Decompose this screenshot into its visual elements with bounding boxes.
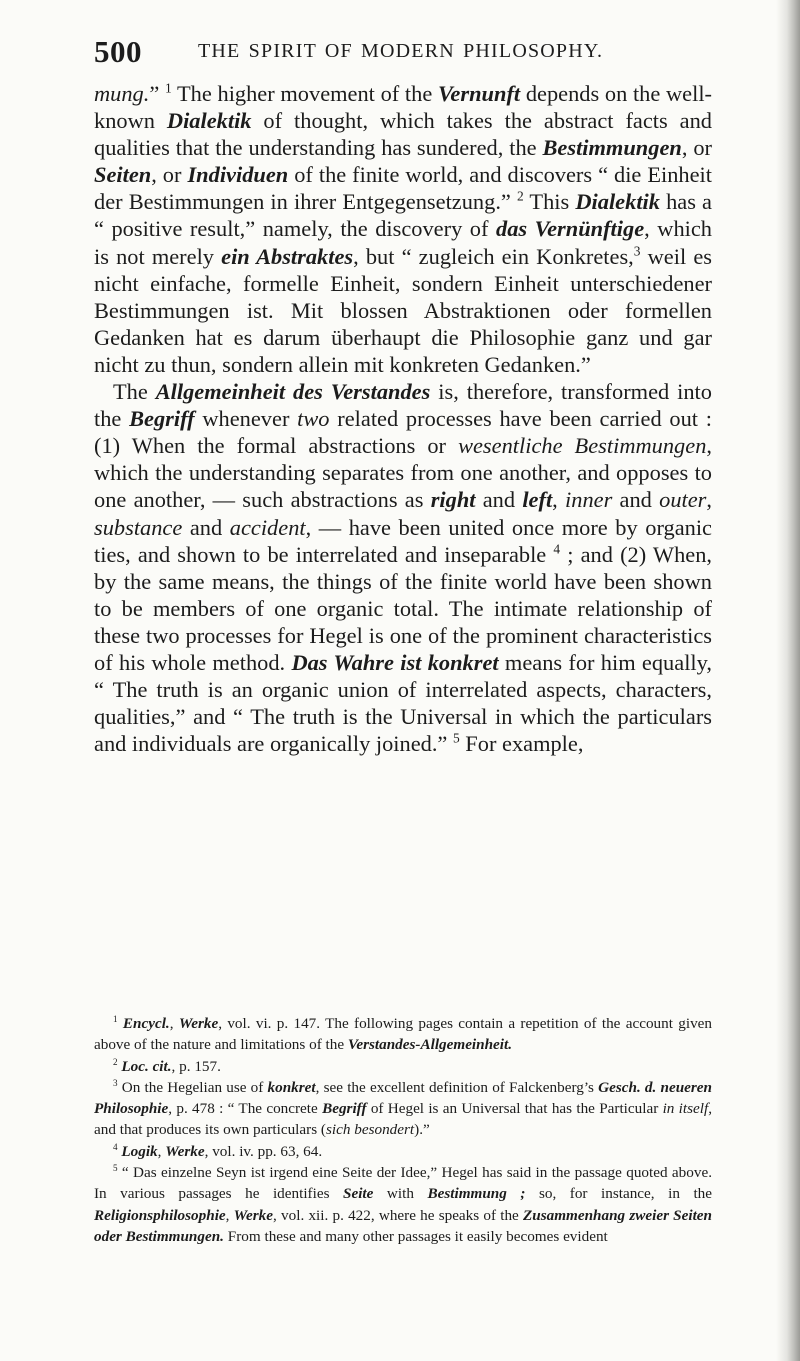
- text-italic: Religionsphilosophie: [94, 1206, 226, 1224]
- footnote-ref-3: 3: [633, 242, 641, 258]
- text-span: The higher movement of the: [171, 81, 438, 106]
- text-span: of thought, which takes the abstract facts and qualities that the understanding has sundered, the: [94, 108, 712, 161]
- text-span: , vol. iv. pp. 63, 64.: [204, 1142, 323, 1160]
- text-span: “ Das einzelne Seyn ist irgend eine Seite der Idee,” Hegel has said in the passage quoted above. In various passages he identifies: [94, 1164, 712, 1203]
- text-span: From these and many other passages it easily becomes evident: [223, 1227, 608, 1245]
- text-italic: Seite: [343, 1185, 374, 1203]
- text-span: ,: [169, 1015, 179, 1032]
- term-substance: substance: [94, 514, 183, 540]
- text-italic: Bestimmung ;: [427, 1185, 526, 1203]
- term-accident: accident: [229, 514, 306, 540]
- text-span: ,: [157, 1142, 166, 1160]
- term-seiten: Seiten: [94, 162, 152, 188]
- page-edge-shadow: [776, 0, 800, 1361]
- footnote-mark: 3: [113, 1077, 118, 1088]
- text-italic: Loc. cit.: [121, 1057, 172, 1075]
- text-span: of Hegel is an Universal that has the Particular: [366, 1100, 663, 1118]
- text-span: , vol. vi. p. 147. The following pages contain a repetition of the account given above of the nature and limitations of the: [94, 1015, 713, 1054]
- text-span: depends on the well-known: [94, 81, 713, 134]
- term-outer: outer: [659, 487, 707, 513]
- term-das-vernunftige: das Vernünftige: [496, 216, 645, 242]
- footnote-ref-5: 5: [452, 730, 460, 746]
- text-span: For example,: [459, 731, 584, 757]
- text-span: ,: [552, 487, 566, 513]
- page-header: [94, 34, 712, 74]
- text-span: so, for instance, in the: [525, 1185, 712, 1203]
- text-span: , — have been united once more by organic ties, and shown to be interrelated and inseparable: [94, 514, 712, 567]
- text-span: , p. 478 : “ The concrete: [168, 1100, 323, 1118]
- text-span: is, therefore, transformed into the: [94, 379, 712, 432]
- text-span: ; and (2) When, by the same means, the things of the finite world have been shown to be members of one organic total. The intimate relationship of these two processes for Hegel is one of the prominent characteristics of his whole method.: [94, 541, 712, 675]
- term-right: right: [430, 487, 476, 513]
- term-ein-abstraktes: ein Abstraktes: [221, 243, 354, 269]
- text-italic: Verstandes-Allgemeinheit.: [347, 1036, 513, 1054]
- footnote-5: [94, 1162, 712, 1247]
- body-text: [94, 80, 712, 757]
- text-span: whenever: [194, 406, 298, 432]
- text-span: with: [373, 1185, 428, 1203]
- footnote-ref-4: 4: [553, 540, 561, 556]
- text-span: ,: [706, 487, 712, 513]
- text-italic: Werke: [165, 1142, 205, 1160]
- text-span: , see the excellent definition of Falckenberg’s: [315, 1078, 599, 1096]
- text-span: has a “ positive result,” namely, the discovery of: [94, 189, 712, 242]
- footnote-mark: 1: [113, 1014, 118, 1025]
- text-span: , or: [681, 135, 712, 161]
- text-span: and: [475, 487, 523, 513]
- text-italic: sich besondert: [325, 1121, 415, 1139]
- text-italic: mung.: [94, 81, 150, 106]
- text-span: and: [182, 514, 230, 540]
- text-span: , but “ zugleich ein Konkretes,: [353, 243, 634, 269]
- term-wesentliche-bestimmungen: wesentliche Bestimmungen: [458, 433, 707, 459]
- text-span: This: [523, 189, 576, 215]
- paragraph: [94, 378, 712, 757]
- footnote-mark: 2: [113, 1056, 118, 1067]
- footnote-4: [94, 1141, 712, 1162]
- footnote-1: [94, 1013, 712, 1056]
- term-allgemeinheit: Allgemeinheit des Verstandes: [155, 379, 431, 405]
- term-dialektik: Dialektik: [575, 189, 660, 215]
- term-inner: inner: [565, 487, 613, 513]
- text-span: , vol. xii. p. 422, where he speaks of the: [273, 1206, 523, 1224]
- footnote-2: [94, 1056, 712, 1077]
- text-italic: Begriff: [322, 1100, 367, 1118]
- text-italic: in itself: [662, 1100, 709, 1118]
- text-span: On the Hegelian use of: [117, 1078, 268, 1096]
- term-begriff: Begriff: [129, 406, 195, 432]
- text-italic: Gesch. d. neueren Philosophie: [94, 1078, 712, 1118]
- text-span: , which the understanding separates from one another, and opposes to one another, — such abstractions as: [94, 433, 712, 513]
- text-span: ).”: [414, 1121, 430, 1139]
- term-individuen: Individuen: [187, 162, 289, 188]
- text-span: weil es nicht einfache, formelle Einheit, sondern Einheit unterschiedener Bestimmungen ist. Mit blossen Abstraktionen oder formellen Gedanken hat es darum überhaupt die Philosophie ganz und gar nicht zu thun, sondern allein mit konkreten Gedanken.”: [94, 243, 712, 377]
- text-span: , which is not merely: [94, 216, 712, 269]
- footnote-ref-1: 1: [165, 80, 172, 96]
- text-span: , or: [151, 162, 188, 188]
- text-span: ,: [225, 1206, 234, 1224]
- text-span: The: [113, 379, 156, 405]
- text-span: ”: [149, 81, 165, 106]
- footnote-3: [94, 1077, 712, 1141]
- text-span: means for him equally, “ The truth is an organic union of interrelated aspects, characters, qualities,” and “ The truth is the Universal in which the particulars and individuals are organically joined.”: [94, 649, 712, 757]
- text-italic: Zusammenhang zweier Seiten oder Bestimmungen.: [94, 1206, 712, 1245]
- text-span: and: [612, 487, 660, 513]
- term-das-wahre-ist-konkret: Das Wahre ist konkret: [291, 649, 499, 675]
- text-italic: Werke: [233, 1206, 274, 1224]
- text-span: , and that produces its own particulars (: [94, 1100, 713, 1139]
- paragraph: [94, 80, 712, 378]
- term-bestimmungen: Bestimmungen: [542, 135, 682, 161]
- footnote-mark: 5: [113, 1163, 118, 1174]
- term-dialektik: Dialektik: [166, 108, 252, 134]
- term-vernunft: Vernunft: [437, 81, 521, 106]
- text-italic: konkret: [267, 1078, 316, 1096]
- text-span: of the finite world, and discovers “ die Einheit der Bestimmungen in ihrer Entgegensetzung.”: [94, 162, 713, 215]
- text-italic: Encycl.: [122, 1015, 170, 1032]
- term-left: left: [522, 487, 553, 513]
- footnote-mark: 4: [113, 1141, 118, 1152]
- footnotes: [94, 1013, 712, 1247]
- text-italic: Logik: [121, 1142, 158, 1160]
- running-head: THE SPIRIT OF MODERN PHILOSOPHY.: [198, 40, 604, 62]
- text-span: , p. 157.: [171, 1057, 221, 1075]
- text-italic: two: [297, 406, 330, 432]
- footnote-ref-2: 2: [516, 188, 524, 204]
- text-italic: Werke: [178, 1015, 219, 1032]
- text-span: related processes have been carried out : (1) When the formal abstractions or: [94, 406, 712, 459]
- page-number: 500: [94, 34, 142, 69]
